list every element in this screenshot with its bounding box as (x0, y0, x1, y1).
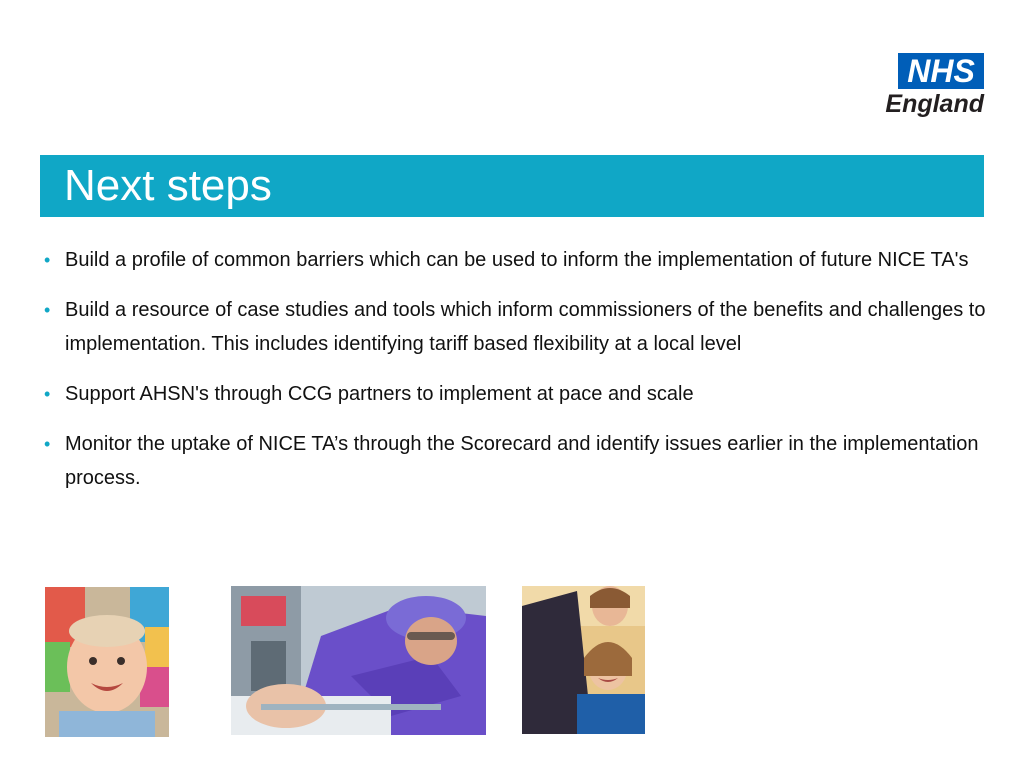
photo-child-woman (522, 586, 645, 734)
photo-surgeon-patient (231, 586, 486, 735)
photo-baby (45, 587, 169, 737)
nhs-england-logo (872, 53, 986, 123)
bullet-marker: • (44, 250, 51, 270)
logo-nhs-box: NHS (898, 53, 984, 89)
bullet-text: Build a profile of common barriers which can be used to inform the implementation of future NICE TA's (65, 249, 969, 271)
bullet-text: Monitor the uptake of NICE TA’s through the Scorecard and identify issues earlier in the implementation process. (65, 433, 979, 489)
bullet-marker: • (44, 300, 51, 320)
bullet-list (44, 243, 994, 511)
logo-england-text: England (885, 90, 984, 118)
title-bar (40, 155, 984, 217)
bullet-item (44, 243, 994, 277)
bullet-marker: • (44, 434, 51, 454)
bullet-text: Build a resource of case studies and tools which inform commissioners of the benefits and challenges to implementation. This includes identifying tariff based flexibility at a local level (65, 299, 986, 355)
bullet-item (44, 293, 994, 361)
bullet-text: Support AHSN's through CCG partners to implement at pace and scale (65, 383, 694, 405)
bullet-marker: • (44, 384, 51, 404)
bullet-item (44, 427, 994, 495)
page-title: Next steps (64, 161, 272, 210)
bullet-item (44, 377, 994, 411)
